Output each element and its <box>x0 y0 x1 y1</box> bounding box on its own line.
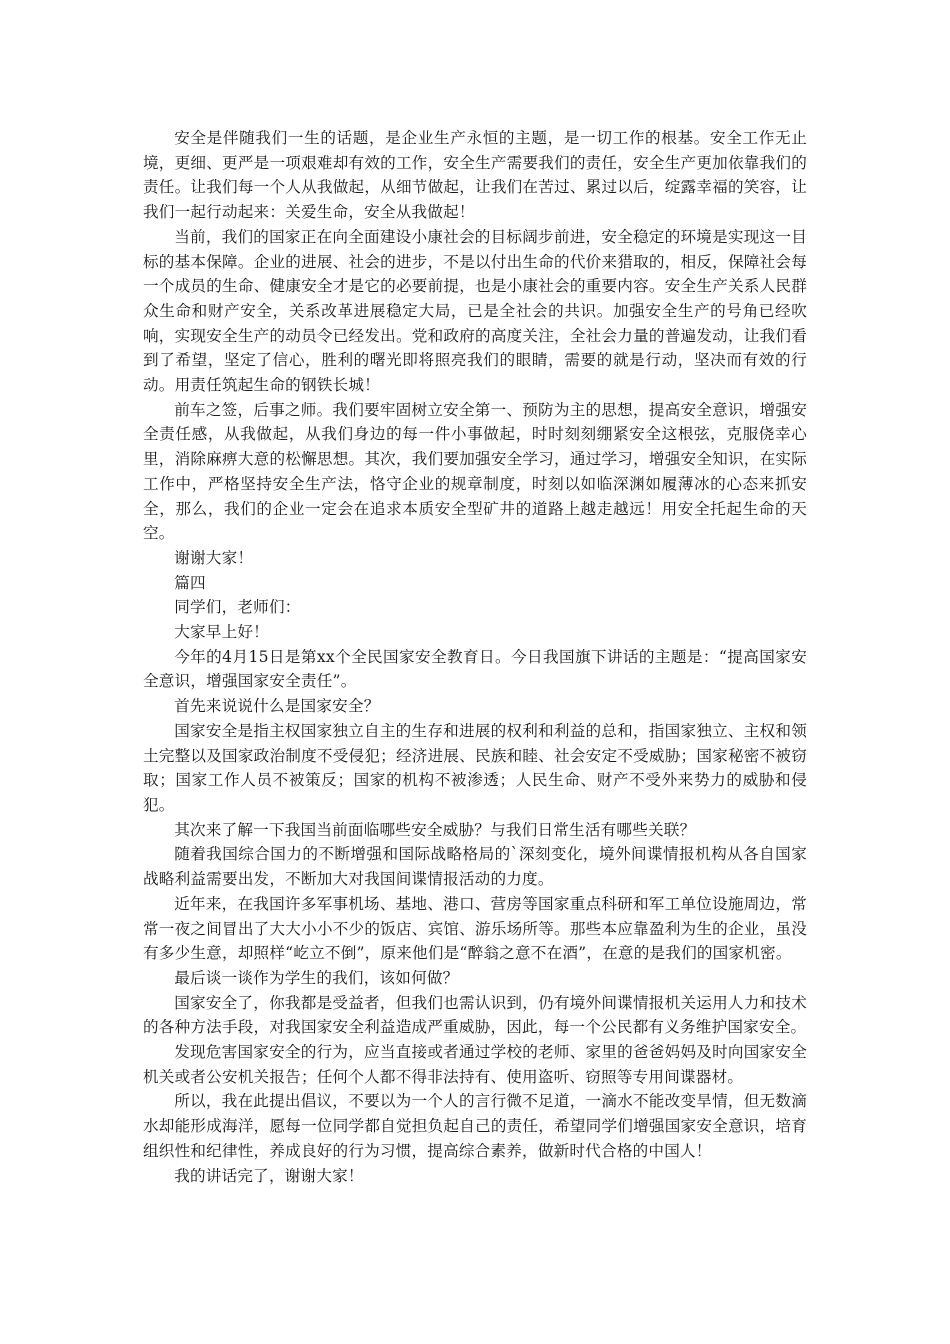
paragraph-intro: 安全是伴随我们一生的话题，是企业生产永恒的主题，是一切工作的根基。安全工作无止境，更细、更严是一项艰难却有效的工作，安全生产需要我们的责任，安全生产更加依靠我们的责任。让我们每一个人从我做起，从细节做起，让我们在苦过、累过以后，绽露幸福的笑容，让我们一起行动起来：关爱生命，安全从我做起！ <box>143 129 807 222</box>
paragraph-salutation: 同学们，老师们： <box>174 598 301 617</box>
paragraph-thanks: 谢谢大家！ <box>174 548 254 567</box>
paragraph-question-3: 最后谈一谈作为学生的我们，该如何做？ <box>174 968 459 987</box>
paragraph-report: 发现危害国家安全的行为，应当直接或者通过学校的老师、家里的爸爸妈妈及时向国家安全机关或者公安机关报告；任何个人都不得非法持有、使用盗听、窃照等专用间谍器材。 <box>143 1043 807 1086</box>
paragraph-current-situation: 当前，我们的国家正在向全面建设小康社会的目标阔步前进，安全稳定的环境是实现这一目标的基本保障。企业的进展、社会的进步，不是以付出生命的代价来猎取的，相反，保障社会每一个成员的生命、健康安全才是它的必要前提，也是小康社会的重要内容。安全生产关系人民群众生命和财产安全，关系改革进展稳定大局，已是全社会的共识。加强安全生产的号角已经吹响，实现安全生产的动员令已经发出。党和政府的高度关注，全社会力量的普遍发动，让我们看到了希望，坚定了信心，胜利的曙光即将照亮我们的眼睛，需要的就是行动，坚决而有效的行动。用责任筑起生命的钢铁长城！ <box>143 227 807 395</box>
paragraph-examples: 近年来，在我国许多军事机场、基地、港口、营房等国家重点科研和军工单位设施周边，常常一夜之间冒出了大大小小不少的饭店、宾馆、游乐场所等。那些本应靠盈利为生的企业，虽没有多少生意，却照样“屹立不倒”，原来他们是“醉翁之意不在酒”，在意的是我们的国家机密。 <box>143 894 807 963</box>
paragraph-proposal: 所以，我在此提出倡议，不要以为一个人的言行微不足道，一滴水不能改变旱情，但无数滴水却能形成海洋，愿每一位同学都自觉担负起自己的责任，希望同学们增强国家安全意识，培育组织性和纪律性，养成良好的行为习惯，提高综合素养，做新时代合格的中国人！ <box>143 1092 807 1160</box>
paragraph-closing: 我的讲话完了，谢谢大家！ <box>174 1166 364 1185</box>
paragraph-topic: 今年的4月15日是第xx个全民国家安全教育日。今日我国旗下讲话的主题是：“提高国家安全意识，增强国家安全责任”。 <box>143 647 807 691</box>
paragraph-threats: 随着我国综合国力的不断增强和国际战略格局的`深刻变化，境外间谍情报机构从各自国家战略利益需要出发，不断加大对我国间谍情报活动的力度。 <box>143 845 807 889</box>
document-body <box>143 126 807 1188</box>
paragraph-question-1: 首先来说说什么是国家安全？ <box>174 697 380 716</box>
paragraph-question-2: 其次来了解一下我国当前面临哪些安全威胁？与我们日常生活有哪些关联？ <box>174 820 696 839</box>
paragraph-duty: 国家安全了，你我都是受益者，但我们也需认识到，仍有境外间谍情报机关运用人力和技术的各种方法手段，对我国家安全利益造成严重威胁，因此，每一个公民都有义务维护国家安全。 <box>143 993 807 1037</box>
paragraph-greeting: 大家早上好！ <box>174 623 269 642</box>
section-heading: 篇四 <box>174 573 206 592</box>
paragraph-lessons: 前车之签，后事之师。我们要牢固树立安全第一、预防为主的思想，提高安全意识，增强安全责任感，从我做起，从我们身边的每一件小事做起，时时刻刻绷紧安全这根弦，克服侥幸心里，消除麻痹大意的松懈思想。其次，我们要加强安全学习，通过学习，增强安全知识，在实际工作中，严格坚持安全生产法，恪守企业的规章制度，时刻以如临深渊如履薄冰的心态来抓安全，那么，我们的企业一定会在追求本质安全型矿井的道路上越走越远！用安全托起生命的天空。 <box>143 400 807 543</box>
paragraph-definition: 国家安全是指主权国家独立自主的生存和进展的权利和利益的总和，指国家独立、主权和领土完整以及国家政治制度不受侵犯；经济进展、民族和睦、社会安定不受威胁；国家秘密不被窃取；国家工作人员不被策反；国家的机构不被渗透；人民生命、财产不受外来势力的威胁和侵犯。 <box>143 721 807 814</box>
